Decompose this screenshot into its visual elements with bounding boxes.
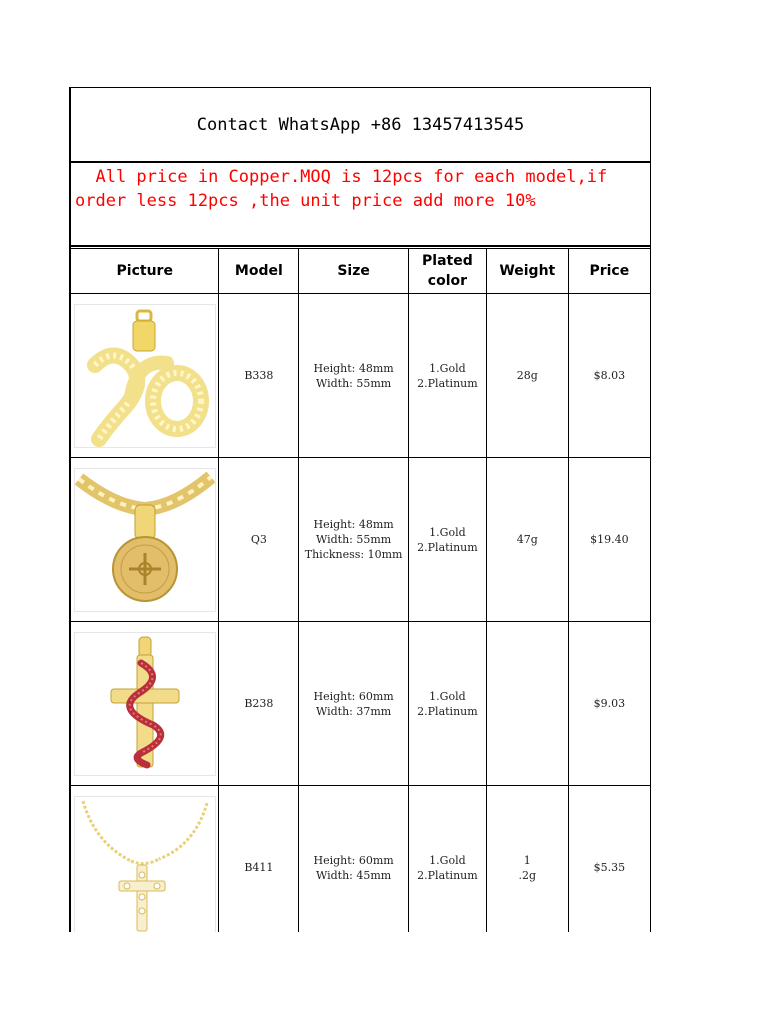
price-notice: All price in Copper.MOQ is 12pcs for each model,if order less 12pcs ,the unit price add more 10% [71,162,650,247]
product-image-snake-cross [74,632,216,776]
picture-cell [71,294,219,458]
weight-cell: 28g [486,294,568,458]
weight-cell [486,622,568,786]
picture-cell [71,622,219,786]
header-price: Price [568,249,650,294]
plated-color-cell: 1.Gold 2.Platinum [408,458,486,622]
header-weight: Weight [486,249,568,294]
picture-cell [71,786,219,933]
price-cell: $19.40 [568,458,650,622]
contact-header [71,88,650,163]
product-table [71,248,650,932]
price-cell: $8.03 [568,294,650,458]
contact-text: Contact WhatsApp +86 13457413545 [196,114,525,135]
model-cell: Q3 [219,458,299,622]
table-row [71,622,650,786]
header-picture: Picture [71,249,219,294]
price-sheet [69,87,651,932]
size-cell: Height: 48mm Width: 55mm [299,294,409,458]
plated-color-cell: 1.Gold 2.Platinum [408,294,486,458]
size-cell: Height: 60mm Width: 37mm [299,622,409,786]
size-cell: Height: 60mm Width: 45mm [299,786,409,933]
weight-cell: 47g [486,458,568,622]
table-row [71,294,650,458]
weight-cell: 1 .2g [486,786,568,933]
model-cell: B238 [219,622,299,786]
product-image-stone-island-coin [74,468,216,612]
header-size: Size [299,249,409,294]
price-cell: $9.03 [568,622,650,786]
header-model: Model [219,249,299,294]
model-cell: B411 [219,786,299,933]
plated-color-cell: 1.Gold 2.Platinum [408,786,486,933]
picture-cell [71,458,219,622]
size-cell: Height: 48mm Width: 55mm Thickness: 10mm [299,458,409,622]
table-row [71,458,650,622]
table-header-row [71,249,650,294]
model-cell: B338 [219,294,299,458]
table-row [71,786,650,933]
header-plated-color: Plated color [408,249,486,294]
product-image-tennis-chain-cross [74,796,216,933]
product-image-xo-pendant [74,304,216,448]
plated-color-cell: 1.Gold 2.Platinum [408,622,486,786]
price-cell: $5.35 [568,786,650,933]
